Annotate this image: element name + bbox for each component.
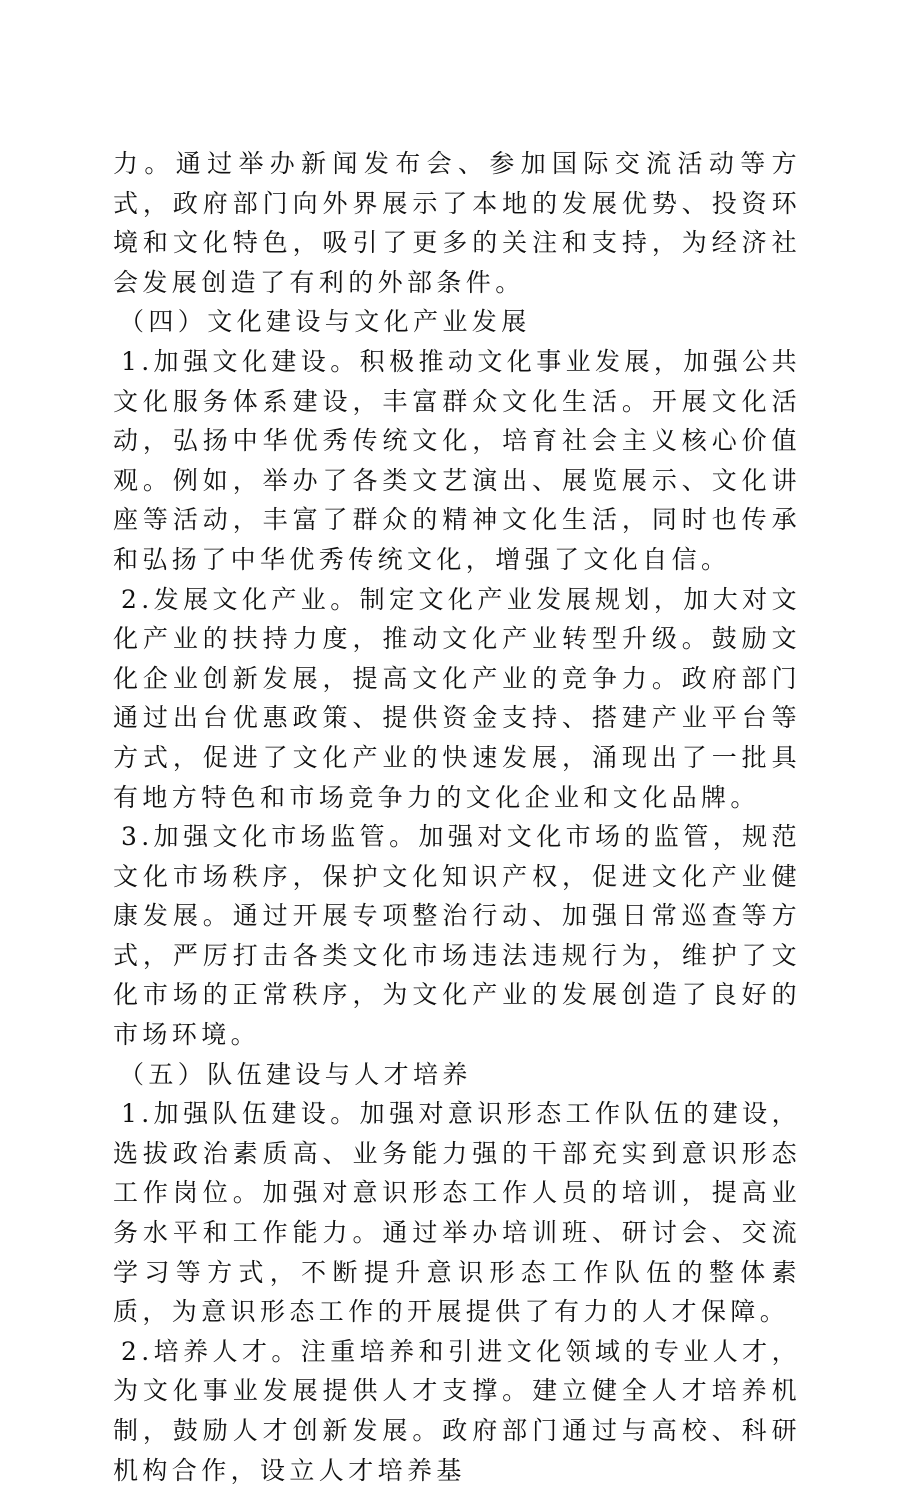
list-item: 1.加强队伍建设。加强对意识形态工作队伍的建设，选拔政治素质高、业务能力强的干部充实到意识形态工作岗位。加强对意识形态工作人员的培训，提高业务水平和工作能力。通过举办培训班、研讨会、交流学习等方式，不断提升意识形态工作队伍的整体素质，为意识形态工作的开展提供了有力的人才保障。 [113,1099,801,1327]
list-item: 3.加强文化市场监管。加强对文化市场的监管，规范文化市场秩序，保护文化知识产权，促进文化产业健康发展。通过开展专项整治行动、加强日常巡查等方式，严厉打击各类文化市场违法违规行为，维护了文化市场的正常秩序，为文化产业的发展创造了良好的市场环境。 [113,822,801,1050]
section-heading-five: （五）队伍建设与人才培养 [119,1059,472,1089]
list-item: 2.发展文化产业。制定文化产业发展规划，加大对文化产业的扶持力度，推动文化产业转型升级。鼓励文化企业创新发展，提高文化产业的竞争力。政府部门通过出台优惠政策、提供资金支持、搭建产业平台等方式，促进了文化产业的快速发展，涌现出了一批具有地方特色和市场竞争力的文化企业和文化品牌。 [113,584,801,812]
list-item: 1.加强文化建设。积极推动文化事业发展，加强公共文化服务体系建设，丰富群众文化生活。开展文化活动，弘扬中华优秀传统文化，培育社会主义核心价值观。例如，举办了各类文艺演出、展览展示、文化讲座等活动，丰富了群众的精神文化生活，同时也传承和弘扬了中华优秀传统文化，增强了文化自信。 [113,346,801,574]
document-body [113,144,801,1490]
list-item: 2.培养人才。注重培养和引进文化领域的专业人才，为文化事业发展提供人才支撑。建立健全人才培养机制，鼓励人才创新发展。政府部门通过与高校、科研机构合作，设立人才培养基 [113,1336,801,1485]
section-heading-four: （四）文化建设与文化产业发展 [119,307,531,337]
paragraph-continuation: 力。通过举办新闻发布会、参加国际交流活动等方式，政府部门向外界展示了本地的发展优势、投资环境和文化特色，吸引了更多的关注和支持，为经济社会发展创造了有利的外部条件。 [113,149,801,297]
